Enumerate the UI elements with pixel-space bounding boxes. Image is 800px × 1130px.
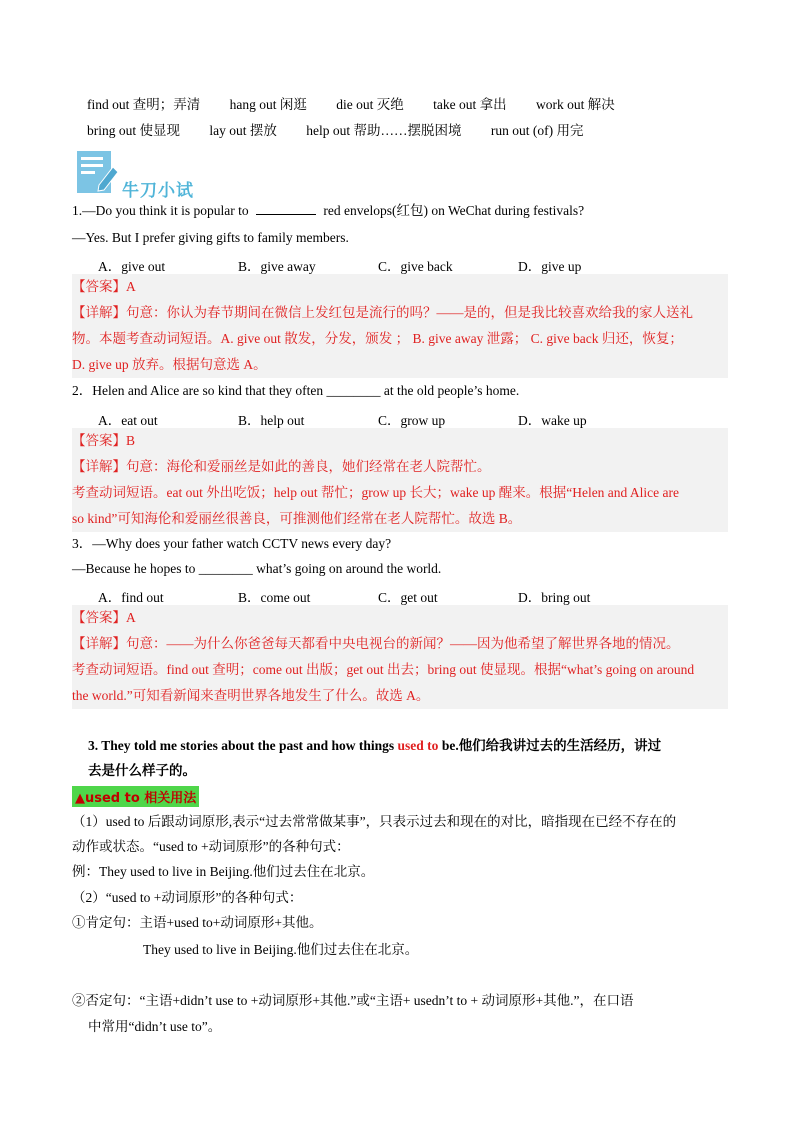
detail-line: 物。本题考查动词短语。A. give out 散发，分发，颁发 ； B. give away 泄露； C. give back 归还，恢复； <box>72 331 683 346</box>
notepad-pencil-icon <box>77 147 119 195</box>
option-b: B．give away <box>238 259 316 274</box>
key-sentence-line-2: 去是什么样子的。 <box>88 763 196 778</box>
option-b: B．help out <box>238 413 305 428</box>
phrase: hang out 闲逛 <box>229 97 307 112</box>
option-d: D．wake up <box>518 413 587 428</box>
phrase: run out (of) 用完 <box>490 123 584 138</box>
detail-line: 【详解】句意：海伦和爱丽丝是如此的善良，她们经常在老人院帮忙。 <box>72 459 491 474</box>
key-phrase: used to <box>397 738 439 753</box>
key-sentence-line-1 <box>88 738 661 754</box>
question-1-line-2: —Yes. But I prefer giving gifts to family members. <box>72 230 349 245</box>
question-2-line-1: 2．Helen and Alice are so kind that they often ________ at the old people’s home. <box>72 383 520 398</box>
phrase: lay out 摆放 <box>209 123 277 138</box>
detail-line: 考查动词短语。eat out 外出吃饭；help out 帮忙；grow up 长大；wake up 醒来。根据“Helen and Alice are <box>72 485 680 500</box>
usage-heading: ▲used to 相关用法 <box>72 786 199 807</box>
usage-paragraph: （1）used to 后跟动词原形,表示“过去常常做某事”，只表示过去和现在的对比，暗指现在已经不存在的 <box>72 814 677 829</box>
negative-rule: ②否定句：“主语+didn’t use to +动词原形+其他.”或“主语+ usedn’t to + 动词原形+其他.”，在口语 <box>72 993 634 1008</box>
phrase-row-2 <box>87 123 609 139</box>
option-a: A．give out <box>98 259 166 274</box>
question-3-options <box>98 586 658 606</box>
answer-box-1 <box>72 274 728 378</box>
affirmative-example: They used to live in Beijing.他们过去住在北京。 <box>143 942 419 957</box>
question-1-line-1 <box>72 203 584 219</box>
option-c: C．give back <box>378 259 453 274</box>
phrase: help out 帮助……摆脱困境 <box>306 123 462 138</box>
phrase: bring out 使显现 <box>87 123 180 138</box>
option-d: D．bring out <box>518 590 591 605</box>
answer-blank <box>256 203 316 215</box>
usage-paragraph: 动作或状态。“used to +动词原形”的各种句式： <box>72 839 350 854</box>
option-c: C．grow up <box>378 413 446 428</box>
detail-line: 【详解】句意：你认为春节期间在微信上发红包是流行的吗？——是的，但是我比较喜欢给我的家人送礼 <box>72 305 693 320</box>
option-a: A．eat out <box>98 413 158 428</box>
detail-line: the world.”可知看新闻来查明世界各地发生了什么。故选 A。 <box>72 688 430 703</box>
phrase: work out 解决 <box>536 97 615 112</box>
option-d: D．give up <box>518 259 582 274</box>
option-a: A．find out <box>98 590 164 605</box>
detail-line: so kind”可知海伦和爱丽丝很善良，可推测他们经常在老人院帮忙。故选 B。 <box>72 511 522 526</box>
option-c: C．get out <box>378 590 438 605</box>
answer: 【答案】B <box>72 433 136 448</box>
section-title: 牛刀小试 <box>122 181 194 201</box>
key-sentence-text: 3. They told me stories about the past and how things <box>88 738 395 753</box>
phrase-row-1 <box>87 97 641 113</box>
affirmative-rule: ①肯定句：主语+used to+动词原形+其他。 <box>72 915 323 930</box>
question-3-line-1: 3．—Why does your father watch CCTV news every day? <box>72 536 392 551</box>
negative-rule: 中常用“didn’t use to”。 <box>88 1019 222 1034</box>
detail-line: 【详解】句意：——为什么你爸爸每天都看中央电视台的新闻？——因为他希望了解世界各地的情况。 <box>72 636 680 651</box>
q1-text-a: 1.—Do you think it is popular to <box>72 203 249 218</box>
answer-box-3 <box>72 605 728 709</box>
detail-line: 考查动词短语。find out 查明；come out 出版；get out 出去；bring out 使显现。根据“what’s going on around <box>72 662 695 677</box>
phrase: take out 拿出 <box>433 97 507 112</box>
answer: 【答案】A <box>72 610 136 625</box>
question-3-line-2: —Because he hopes to ________ what’s going on around the world. <box>72 561 442 576</box>
phrase: die out 灭绝 <box>336 97 404 112</box>
usage-example: 例：They used to live in Beijing.他们过去住在北京。 <box>72 864 375 879</box>
answer: 【答案】A <box>72 279 136 294</box>
question-1-options <box>98 255 658 275</box>
option-b: B．come out <box>238 590 311 605</box>
phrase: find out 查明；弄清 <box>87 97 201 112</box>
answer-box-2 <box>72 428 728 532</box>
question-2-options <box>98 409 658 429</box>
key-sentence-text: be.他们给我讲过去的生活经历，讲过 <box>441 738 662 753</box>
usage-paragraph: （2）“used to +动词原形”的各种句式： <box>72 890 303 905</box>
q1-text-b: red envelops(红包) on WeChat during festivals? <box>323 203 585 218</box>
detail-line: D. give up 放弃。根据句意选 A。 <box>72 357 267 372</box>
